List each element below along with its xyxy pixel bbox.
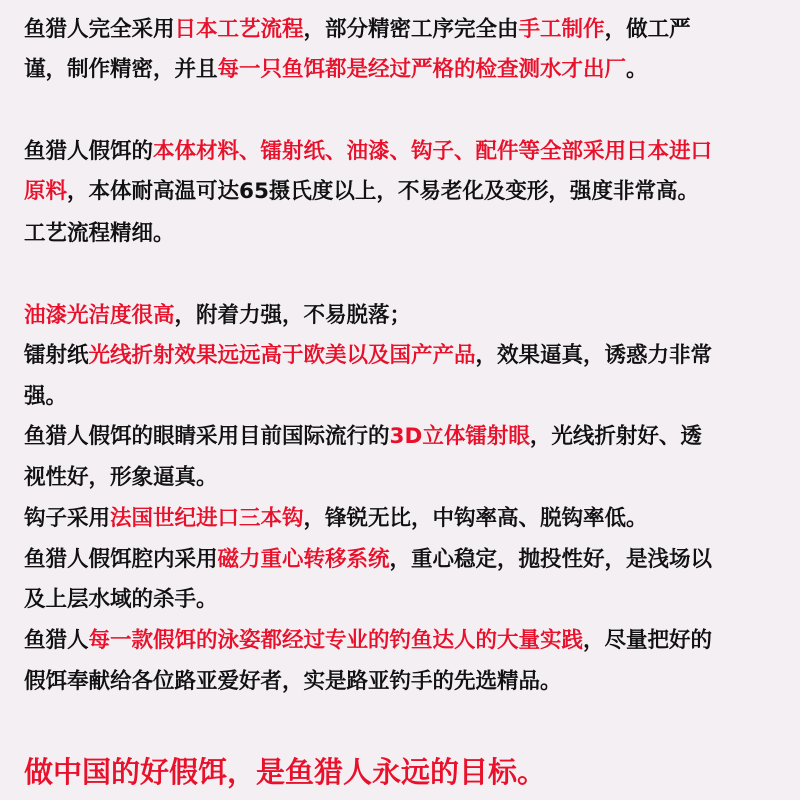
body-text: ，重心稳定，抛投性好，是浅场以 [389,547,713,572]
highlight-text: 油漆光洁度很高 [24,303,175,328]
body-text: 强。 [24,384,68,409]
text-line-2 [24,50,794,90]
body-text: ，本体耐高温可达65摄氏度以上，不易老化及变形，强度非常高。 [67,179,699,204]
text-line-5 [24,214,794,254]
body-text: 工艺流程精细。 [24,221,175,246]
text-line-3 [24,132,794,172]
highlight-text: 日本工艺流程 [174,17,304,42]
text-line-15 [24,662,794,702]
text-line-11 [24,499,794,539]
text-line-9 [24,417,794,457]
body-text: 镭射纸 [24,343,89,368]
text-line-6 [24,296,794,336]
body-text: ，光线折射好、透 [529,424,702,449]
body-text: 鱼猎人假饵腔内采用 [24,547,218,572]
text-line-8 [24,377,794,417]
highlight-text: 每一款假饵的泳姿都经过专业的钓鱼达人的大量实践 [88,628,584,653]
text-line-13 [24,580,794,620]
body-text: 鱼猎人假饵的眼睛采用目前国际流行的 [24,424,390,449]
highlight-text: 手工制作 [518,17,605,42]
highlight-text: 光线折射效果远远高于欧美以及国产产品 [88,343,476,368]
body-text: 鱼猎人假饵的 [24,139,154,164]
highlight-text: 法国世纪进口三本钩 [110,506,304,531]
body-text: 鱼猎人 [24,628,89,653]
text-line-4 [24,172,794,212]
slogan: 做中国的好假饵，是鱼猎人永远的目标。 [24,755,547,789]
text-line-7 [24,336,794,376]
body-text: ，附着力强，不易脱落； [174,303,412,328]
body-text: 视性好，形象逼真。 [24,465,218,490]
body-text: 钩子采用 [24,506,111,531]
highlight-text: 本体材料、镭射纸、油漆、钩子、配件等全部采用日本进口 [153,139,713,164]
highlight-text: 3D立体镭射眼 [389,424,530,449]
body-text: ，锋锐无比，中钩率高、脱钩率低。 [303,506,648,531]
body-text: 假饵奉献给各位路亚爱好者，实是路亚钓手的先选精品。 [24,669,562,694]
text-line-12 [24,540,794,580]
body-text: 。 [626,57,648,82]
text-line-14 [24,621,794,661]
text-line-1 [24,10,794,50]
body-text: 及上层水域的杀手。 [24,587,218,612]
body-text: ，做工严 [604,17,691,42]
body-text: ，部分精密工序完全由 [303,17,519,42]
body-text: 谨，制作精密，并且 [24,57,218,82]
highlight-text: 每一只鱼饵都是经过严格的检查测水才出厂 [217,57,627,82]
body-text: ，效果逼真，诱惑力非常 [475,343,713,368]
text-line-10 [24,458,794,498]
body-text: 鱼猎人完全采用 [24,17,175,42]
body-text: ，尽量把好的 [583,628,713,653]
highlight-text: 原料 [24,179,68,204]
highlight-text: 磁力重心转移系统 [217,547,390,572]
